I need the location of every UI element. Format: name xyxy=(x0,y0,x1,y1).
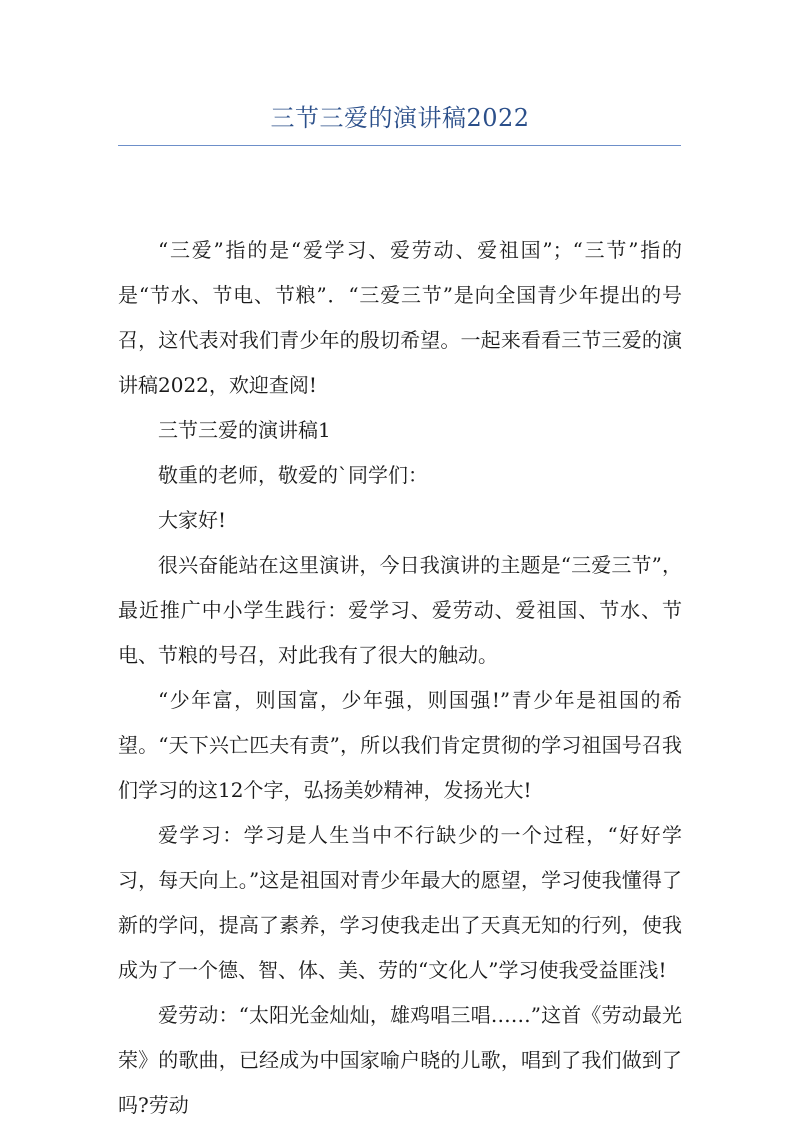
document-title: 三节三爱的演讲稿2022 xyxy=(270,104,530,132)
paragraph: 敬重的老师，敬爱的`同学们： xyxy=(158,463,428,487)
paragraph: 爱劳动：“太阳光金灿灿，雄鸡唱三唱……”这首《劳动最光荣》的歌曲，已经成为中国家喻户晓的儿歌，唱到了我们做到了吗?劳动 xyxy=(118,1003,682,1117)
paragraph: 爱学习：学习是人生当中不行缺少的一个过程，“好好学习，每天向上。”这是祖国对青少年最大的愿望，学习使我懂得了新的学问，提高了素养，学习使我走出了天真无知的行列，使我成为了一个德、智、体、美、劳的“文化人”学习使我受益匪浅! xyxy=(118,823,682,982)
paragraph: “三爱”指的是“爱学习、爱劳动、爱祖国”；“三节”指的是“节水、节电、节粮”．“三爱三节”是向全国青少年提出的号召，这代表对我们青少年的殷切希望。一起来看看三节三爱的演讲稿2022，欢迎查阅! xyxy=(118,238,682,397)
title-underline xyxy=(118,145,681,146)
paragraph: “少年富，则国富，少年强，则国强!”青少年是祖国的希望。“天下兴亡匹夫有责”，所以我们肯定贯彻的学习祖国号召我们学习的这12个字，弘扬美妙精神，发扬光大! xyxy=(118,688,682,802)
document-body xyxy=(118,228,682,1128)
paragraph: 很兴奋能站在这里演讲，今日我演讲的主题是“三爱三节”，最近推广中小学生践行：爱学习、爱劳动、爱祖国、节水、节电、节粮的号召，对此我有了很大的触动。 xyxy=(118,553,682,667)
paragraph: 大家好! xyxy=(158,508,227,532)
paragraph: 三节三爱的演讲稿1 xyxy=(158,418,331,442)
